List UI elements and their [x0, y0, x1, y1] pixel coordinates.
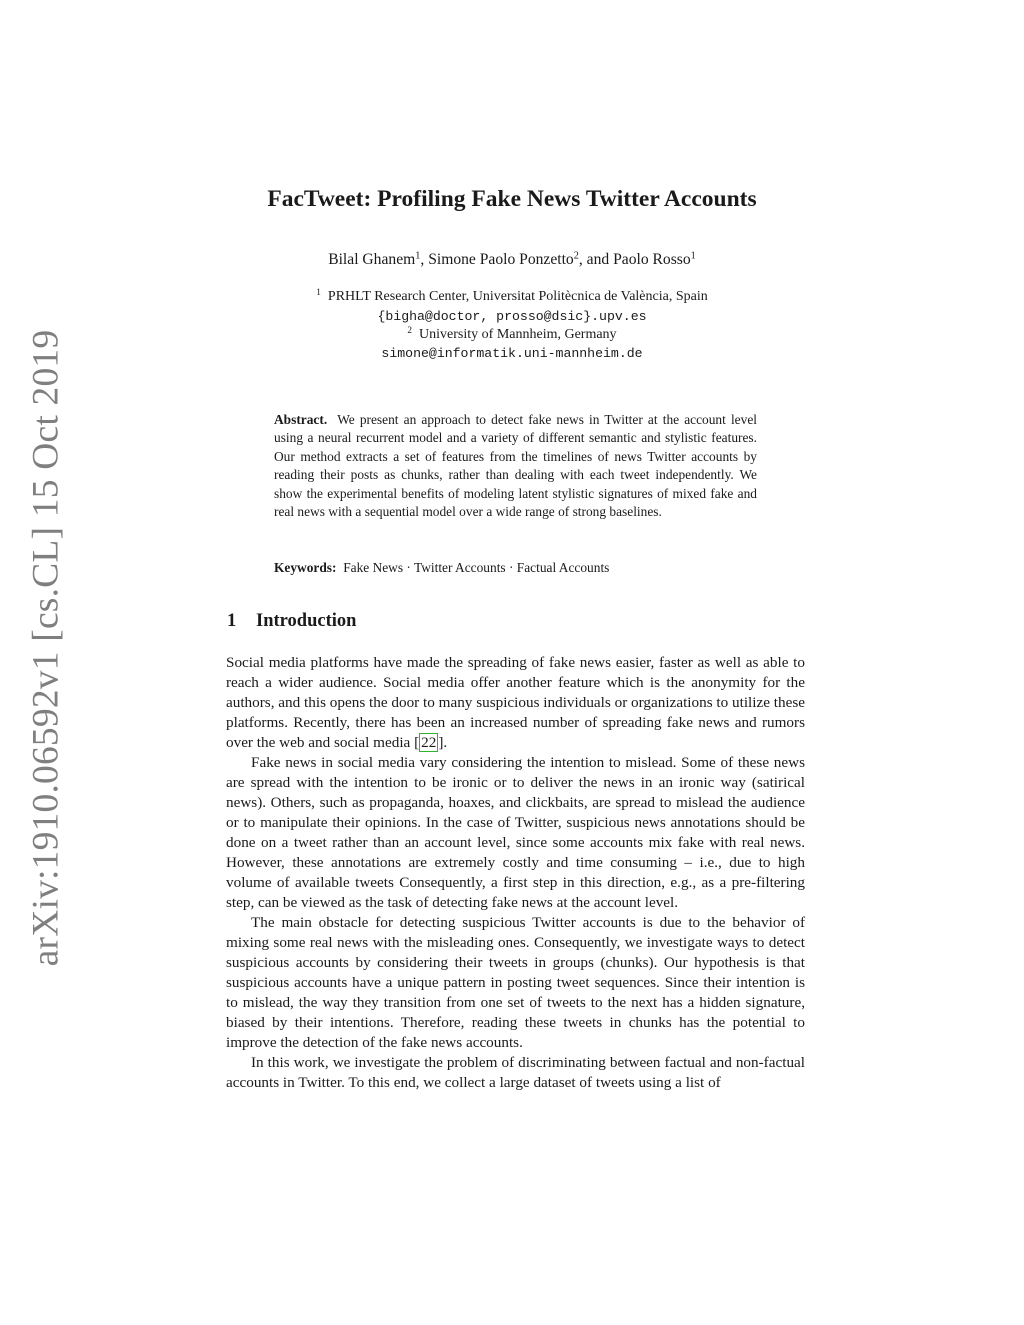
affiliation-mark: 1 — [415, 250, 421, 262]
paragraph-3: The main obstacle for detecting suspicious Twitter accounts is due to the behavior of mixing some real news with the misleading ones. Consequently, we investigate ways to detect suspicious accounts by considering their tweets in groups (chunks). Our hypothesis is that suspicious accounts have a unique pattern in posting tweet sequences. Since their intention is to mislead, the way they transition from one set of tweets to the next has a hidden signature, biased by their intentions. Therefore, reading these tweets in chunks has the potential to improve the detection of the fake news accounts. — [226, 914, 805, 1051]
section-heading — [227, 611, 356, 632]
keywords — [274, 559, 757, 577]
institution-name: PRHLT Research Center, Universitat Politècnica de València, Spain — [327, 289, 708, 304]
abstract-label: Abstract. — [274, 412, 328, 427]
author-name: Bilal Ghanem — [328, 251, 416, 268]
affiliation-2 — [0, 324, 1024, 343]
paragraph-text: Social media platforms have made the spreading of fake news easier, faster as well as able to reach a wider audience. Social media offer another feature which is the anonymity for the authors, and this opens the door to many suspicious individuals or organizations to utilize these platforms. Recently, there has been an increased number of spreading fake news and rumors over the web and social media [ — [226, 654, 805, 751]
section-number: 1 — [227, 611, 237, 631]
affiliation-mark: 1 — [690, 250, 696, 262]
body-text — [226, 653, 805, 1093]
affiliation-1 — [0, 286, 1024, 305]
paragraph-1 — [226, 653, 805, 753]
paper-title: FacTweet: Profiling Fake News Twitter Accounts — [267, 186, 757, 212]
author-list — [0, 251, 1024, 269]
author-separator: , — [420, 251, 429, 268]
paragraph-2: Fake news in social media vary considering the intention to mislead. Some of these news are spread with the intention to be ironic or to deliver the news in an ironic way (satirical news). Others, such as propaganda, hoaxes, and clickbaits, are spread to mislead the audience or to manipulate their opinions. In the case of Twitter, suspicious news annotations should be done on a tweet rather than an account level, since some accounts mix fake with real news. However, these annotations are extremely costly and time consuming – i.e., due to high volume of available tweets Consequently, a first step in this direction, e.g., as a pre-filtering step, can be viewed as the task of detecting fake news at the account level. — [226, 754, 805, 911]
affiliation-mark: 1 — [316, 286, 321, 297]
paragraph-text: ]. — [438, 734, 448, 751]
author-name: Simone Paolo Ponzetto — [428, 251, 574, 268]
keywords-label: Keywords: — [274, 560, 337, 575]
abstract-text: We present an approach to detect fake news in Twitter at the account level using a neural recurrent model and a variety of different semantic and stylistic features. Our method extracts a set of features from the timelines of news Twitter accounts by reading their posts as chunks, rather than dealing with each tweet independently. We show the experimental benefits of modeling latent stylistic signatures of mixed fake and real news with a sequential model over a wide range of strong baselines. — [274, 412, 757, 520]
arxiv-identifier: arXiv:1910.06592v1 [cs.CL] 15 Oct 2019 — [25, 329, 67, 967]
email-1: {bigha@doctor, prosso@dsic}.upv.es — [377, 309, 647, 324]
author-name: Paolo Rosso — [613, 251, 691, 268]
citation-link[interactable]: 22 — [421, 734, 437, 751]
institution-name: University of Mannheim, Germany — [419, 327, 617, 342]
paragraph-4: In this work, we investigate the problem of discriminating between factual and non-factual accounts in Twitter. To this end, we collect a large dataset of tweets using a list of — [226, 1054, 805, 1091]
affiliation-mark: 2 — [573, 250, 579, 262]
affiliation-mark: 2 — [407, 324, 413, 335]
email-2: simone@informatik.uni-mannheim.de — [381, 346, 643, 361]
abstract — [274, 411, 757, 521]
keywords-text: Fake News · Twitter Accounts · Factual Accounts — [343, 560, 610, 575]
section-title: Introduction — [256, 611, 357, 631]
author-separator: , and — [578, 251, 614, 268]
